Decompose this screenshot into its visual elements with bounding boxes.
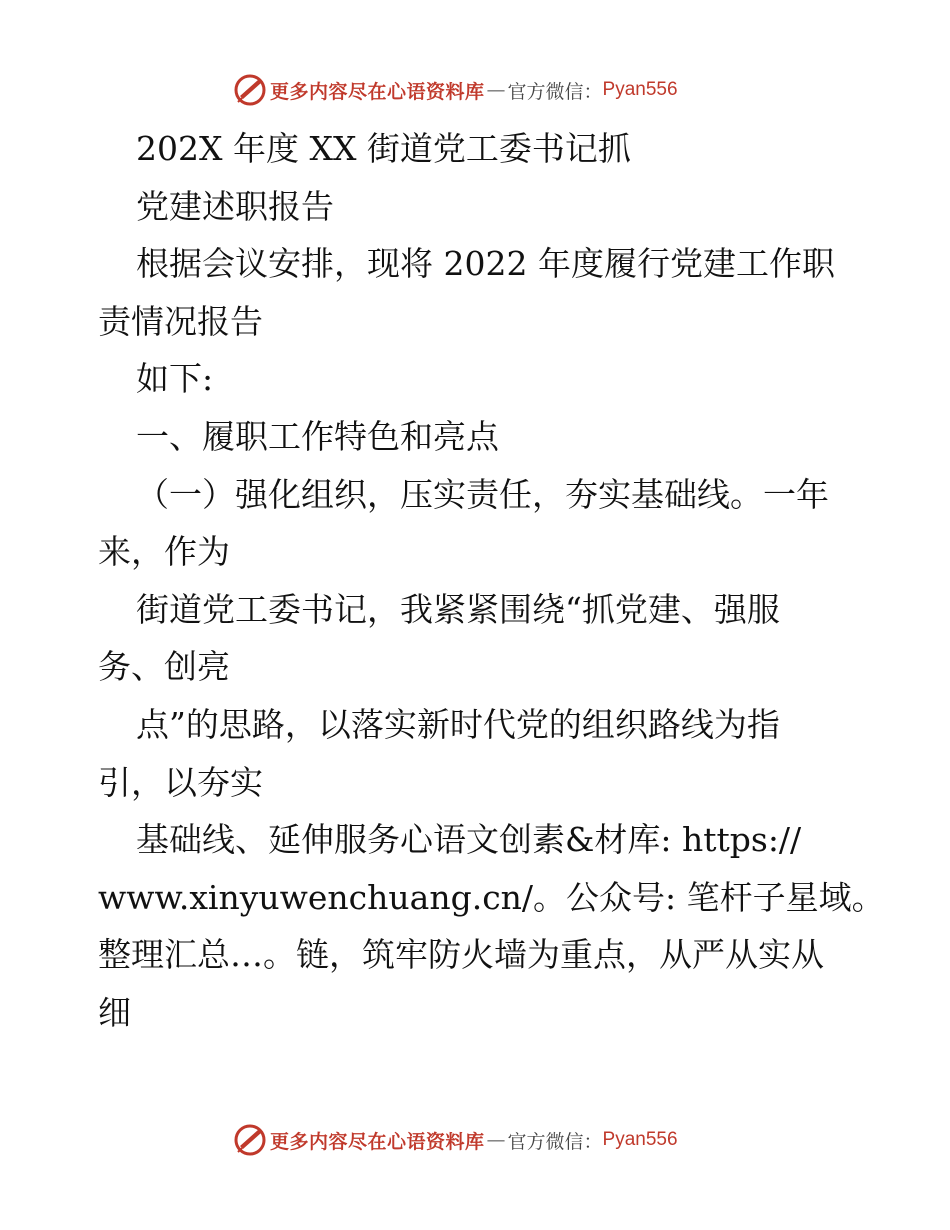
brand-logo-icon: [232, 72, 268, 108]
doc-line: 细: [98, 992, 131, 1032]
doc-line: 根据会议安排，现将 2022 年度履行党建工作职: [136, 244, 835, 284]
doc-line: 务、创亮: [98, 647, 230, 687]
doc-line: 一、履职工作特色和亮点: [136, 416, 499, 456]
document-body: [98, 120, 885, 1042]
footer-wechat-id: Pyan556: [602, 1129, 678, 1150]
doc-line: 202X 年度 XX 街道党工委书记抓: [136, 129, 631, 168]
doc-line: 引，以夯实: [98, 762, 263, 802]
footer-watermark: [232, 1122, 678, 1158]
header-watermark: [232, 72, 678, 108]
footer-separator: —: [486, 1129, 506, 1151]
doc-line: www.xinyuwenchuang.cn/。公众号: 笔杆子星域。: [98, 877, 885, 917]
doc-line: 街道党工委书记，我紧紧围绕“抓党建、强服: [136, 589, 780, 629]
header-separator: —: [486, 79, 506, 101]
footer-wechat-label: 官方微信：: [507, 1130, 603, 1153]
doc-line: 基础线、延伸服务心语文创素&材库: https://: [136, 820, 802, 860]
header-brand: 更多内容尽在心语资料库: [270, 80, 485, 103]
header-wechat-id: Pyan556: [602, 79, 678, 100]
doc-line: （一）强化组织，压实责任，夯实基础线。一年: [136, 474, 829, 514]
doc-line: 党建述职报告: [136, 186, 334, 226]
doc-line: 来，作为: [98, 532, 230, 572]
header-wechat-label: 官方微信：: [507, 80, 603, 103]
doc-line: 如下:: [136, 359, 214, 399]
footer-brand: 更多内容尽在心语资料库: [270, 1130, 485, 1153]
doc-line: 点”的思路，以落实新时代党的组织路线为指: [136, 704, 780, 744]
brand-logo-icon: [232, 1122, 268, 1158]
doc-line: 整理汇总…。链，筑牢防火墙为重点，从严从实从: [98, 935, 824, 975]
doc-line: 责情况报告: [98, 301, 263, 341]
